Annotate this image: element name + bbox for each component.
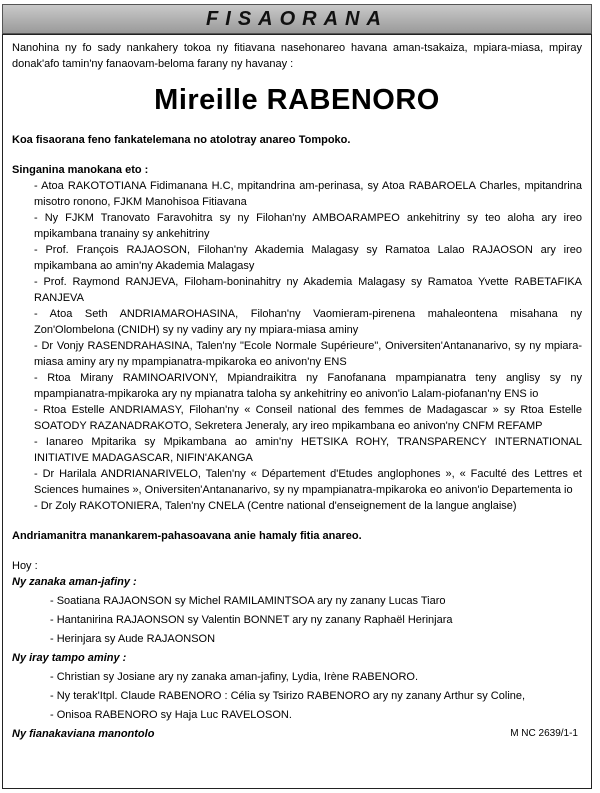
family-heading: Ny fianakaviana manontolo [12,728,155,740]
list-item: - Rtoa Estelle ANDRIAMASY, Filohan'ny « Conseil national des femmes de Madagascar » sy Rtoa Estelle SOATODY RAZANADRAKOTO, Sekretera Jeneraly, ary ireo mpikambana eo anivon'ny CNFM REFAMP [34,404,582,432]
header-title: FISAORANA [206,7,388,30]
notice-frame [2,34,592,789]
list-item: - Dr Vonjy RASENDRAHASINA, Talen'ny "Ecole Normale Supérieure", Oniversiten'Antananarivo, sy ny mpiara-miasa aminy ary ny mpampianatra-mpikaroka eo anivon'ny ENS [34,340,582,368]
reference-code: M NC 2639/1-1 [510,728,578,739]
list-item: - Hantanirina RAJAONSON sy Valentin BONNET ary ny zanany Raphaël Herinjara [50,614,453,626]
intro-paragraph: Nanohina ny fo sady nankahery tokoa ny fitiavana nasehonareo havana aman-tsakaiza, mpiara-miasa, mpiray donak'afo tamin'ny fanaovam-beloma farany ny havanay : [12,42,582,70]
deceased-name: Mireille RABENORO [154,84,440,116]
list-item: - Soatiana RAJAONSON sy Michel RAMILAMINTSOA ary ny zanany Lucas Tiaro [50,595,446,607]
blessing-line: Andriamanitra manankarem-pahasoavana anie hamaly fitia anareo. [12,530,362,542]
siblings-list [12,669,582,723]
list-item: - Christian sy Josiane ary ny zanaka aman-jafiny, Lydia, Irène RABENORO. [50,671,419,683]
footer-row [12,726,582,742]
thanks-line: Koa fisaorana feno fankatelemana no atolotray anareo Tompoko. [12,134,351,146]
special-thanks-list [12,178,582,514]
list-item: - Ny FJKM Tranovato Faravohitra sy ny Filohan'ny AMBOARAMPEO ankehitriny sy teo aloha ary ireo mpikambana tranainy sy ankehitriny [34,212,582,240]
list-item: - Rtoa Mirany RAMINOARIVONY, Mpiandraikitra ny Fanofanana mpampianatra teny anglisy sy ny mpampianatra-mpikaroka ary ny mpianatra taloha sy ankehitriny eo anivon'io Lalam-piofanan'ny ENS io [34,372,582,400]
list-item: - Atoa RAKOTOTIANA Fidimanana H.C, mpitandrina am-perinasa, sy Atoa RABAROELA Charles, mpitandrina misotro ronono, FJKM Manohisoa Fitiavana [34,180,582,208]
list-item: - Dr Harilala ANDRIANARIVELO, Talen'ny « Département d'Etudes anglophones », « Faculté des Lettres et Sciences humaines », Oniversiten'Antananarivo, sy ny mpampianatra-mpikaroka eo anivon'io Departementa io [34,468,582,496]
list-item: - Atoa Seth ANDRIAMAROHASINA, Filohan'ny Vaomieram-pirenena mahaleontena misahana ny Zon'Olombelona (CNIDH) sy ny vadiny ary ny mpiara-miasa aminy [34,308,582,336]
children-heading: Ny zanaka aman-jafiny : [12,576,137,588]
list-item: - Prof. François RAJAOSON, Filohan'ny Akademia Malagasy sy Ramatoa Lalao RAJAOSON ary ireo mpikambana ao amin'ny Akademia Malagasy [34,244,582,272]
list-item: - Onisoa RABENORO sy Haja Luc RAVELOSON. [50,709,292,721]
special-heading: Singanina manokana eto : [12,164,149,176]
header-banner [2,4,592,34]
list-item: - Dr Zoly RAKOTONIERA, Talen'ny CNELA (Centre national d'enseignement de la langue anglaise) [34,500,517,512]
list-item: - Prof. Raymond RANJEVA, Filoham-boninahitry ny Akademia Malagasy sy Ramatoa Yvette RABETAFIKA RANJEVA [34,276,582,304]
list-item: - Herinjara sy Aude RAJAONSON [50,633,216,645]
list-item: - Ianareo Mpitarika sy Mpikambana ao amin'ny HETSIKA ROHY, TRANSPARENCY INTERNATIONAL INITIATIVE MADAGASCAR, NIFIN'AKANGA [34,436,582,464]
siblings-heading: Ny iray tampo aminy : [12,652,127,664]
children-list [12,593,582,647]
hoy-label: Hoy : [12,560,38,572]
list-item: - Ny terak'Itpl. Claude RABENORO : Célia sy Tsirizo RABENORO ary ny zanany Arthur sy Coline, [50,690,526,702]
